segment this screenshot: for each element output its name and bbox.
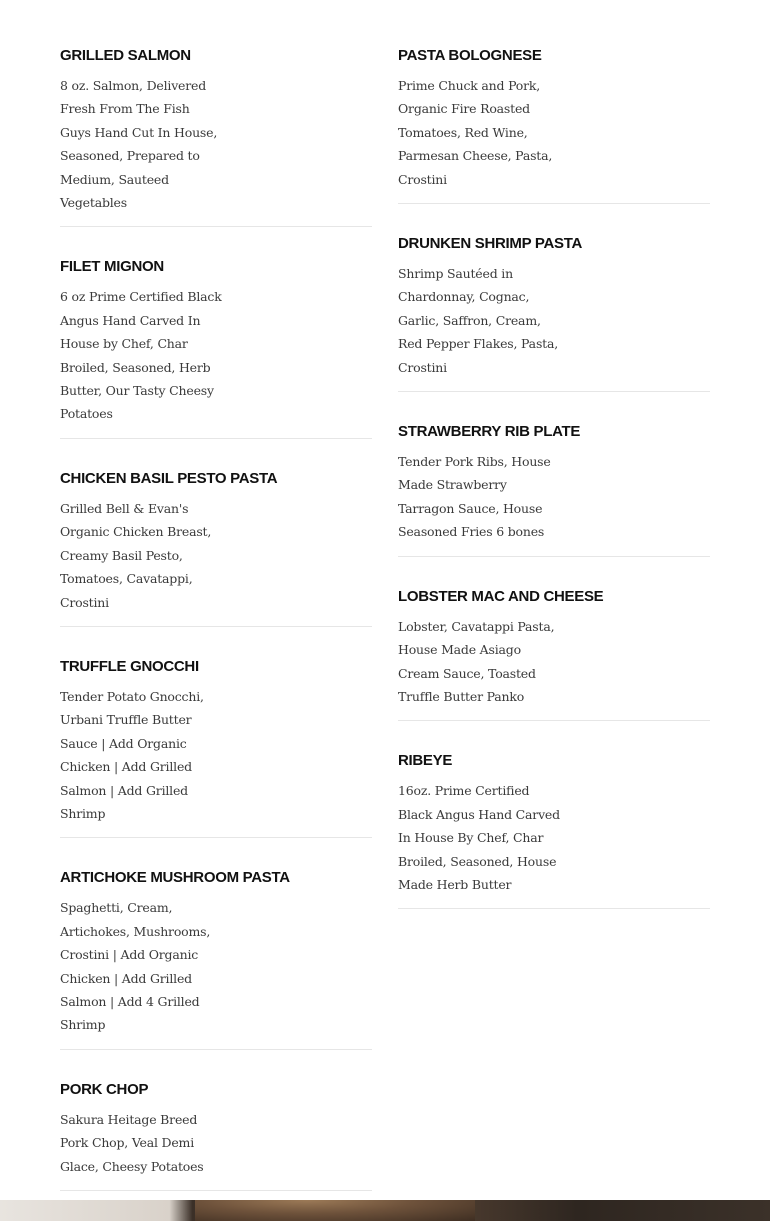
menu-item-title: DRUNKEN SHRIMP PASTA xyxy=(398,235,583,253)
menu-item-description: Spaghetti, Cream, Artichokes, Mushrooms, Crostini | Add Organic Chicken | Add Grilled Salmon | Add 4 Grilled Shrimp xyxy=(60,900,211,1033)
menu-item-pork-chop xyxy=(60,1080,372,1191)
menu-item-artichoke-mushroom-pasta xyxy=(60,868,372,1049)
menu-item-chicken-basil-pesto-pasta xyxy=(60,469,372,627)
menu-item-lobster-mac-and-cheese xyxy=(398,587,710,722)
menu-item-title: RIBEYE xyxy=(398,752,453,770)
menu-item-description: Lobster, Cavatappi Pasta, House Made Asiago Cream Sauce, Toasted Truffle Butter Panko xyxy=(398,618,555,704)
menu-item-title: TRUFFLE GNOCCHI xyxy=(60,657,199,675)
menu-item-description: 8 oz. Salmon, Delivered Fresh From The Fish Guys Hand Cut In House, Seasoned, Prepared to Medium, Sauteed Vegetables xyxy=(60,78,218,211)
menu-column-left xyxy=(60,46,372,1221)
menu-item-description: Sakura Heitage Breed Pork Chop, Veal Demi Glace, Cheesy Potatoes xyxy=(60,1111,204,1174)
food-photo xyxy=(195,1200,475,1221)
food-photo-banner xyxy=(0,1200,770,1221)
menu-item-ribeye xyxy=(398,751,710,909)
menu-item-description: 16oz. Prime Certified Black Angus Hand Carved In House By Chef, Char Broiled, Seasoned, House Made Herb Butter xyxy=(398,783,560,892)
menu-item-title: STRAWBERRY RIB PLATE xyxy=(398,423,581,441)
menu-item-description: 6 oz Prime Certified Black Angus Hand Carved In House by Chef, Char Broiled, Seasoned, Herb Butter, Our Tasty Cheesy Potatoes xyxy=(60,289,222,422)
menu-item-title: FILET MIGNON xyxy=(60,258,164,276)
menu-item-title: CHICKEN BASIL PESTO PASTA xyxy=(60,469,278,487)
menu-item-strawberry-rib-plate xyxy=(398,422,710,557)
menu-item-filet-mignon xyxy=(60,257,372,438)
menu-item-description: Grilled Bell & Evan's Organic Chicken Breast, Creamy Basil Pesto, Tomatoes, Cavatappi, Crostini xyxy=(60,500,212,610)
menu-item-title: GRILLED SALMON xyxy=(60,47,191,64)
menu-item-title: LOBSTER MAC AND CHEESE xyxy=(398,587,604,605)
menu-item-description: Shrimp Sautéed in Chardonnay, Cognac, Garlic, Saffron, Cream, Red Pepper Flakes, Pasta, Crostini xyxy=(398,266,559,375)
menu-item-pasta-bolognese xyxy=(398,46,710,204)
menu-item-description: Tender Pork Ribs, House Made Strawberry Tarragon Sauce, House Seasoned Fries 6 bones xyxy=(398,454,551,540)
menu-item-title: PORK CHOP xyxy=(60,1080,149,1098)
menu-item-title: PASTA BOLOGNESE xyxy=(398,47,542,64)
menu-item-title: ARTICHOKE MUSHROOM PASTA xyxy=(60,869,290,887)
menu-item-drunken-shrimp-pasta xyxy=(398,234,710,392)
menu-item-description: Tender Potato Gnocchi, Urbani Truffle Butter Sauce | Add Organic Chicken | Add Grilled Salmon | Add Grilled Shrimp xyxy=(60,688,204,821)
menu-item-grilled-salmon xyxy=(60,46,372,227)
menu-column-right xyxy=(398,46,710,939)
menu-item-truffle-gnocchi xyxy=(60,657,372,838)
menu-item-description: Prime Chuck and Pork, Organic Fire Roasted Tomatoes, Red Wine, Parmesan Cheese, Pasta, Crostini xyxy=(398,78,553,187)
